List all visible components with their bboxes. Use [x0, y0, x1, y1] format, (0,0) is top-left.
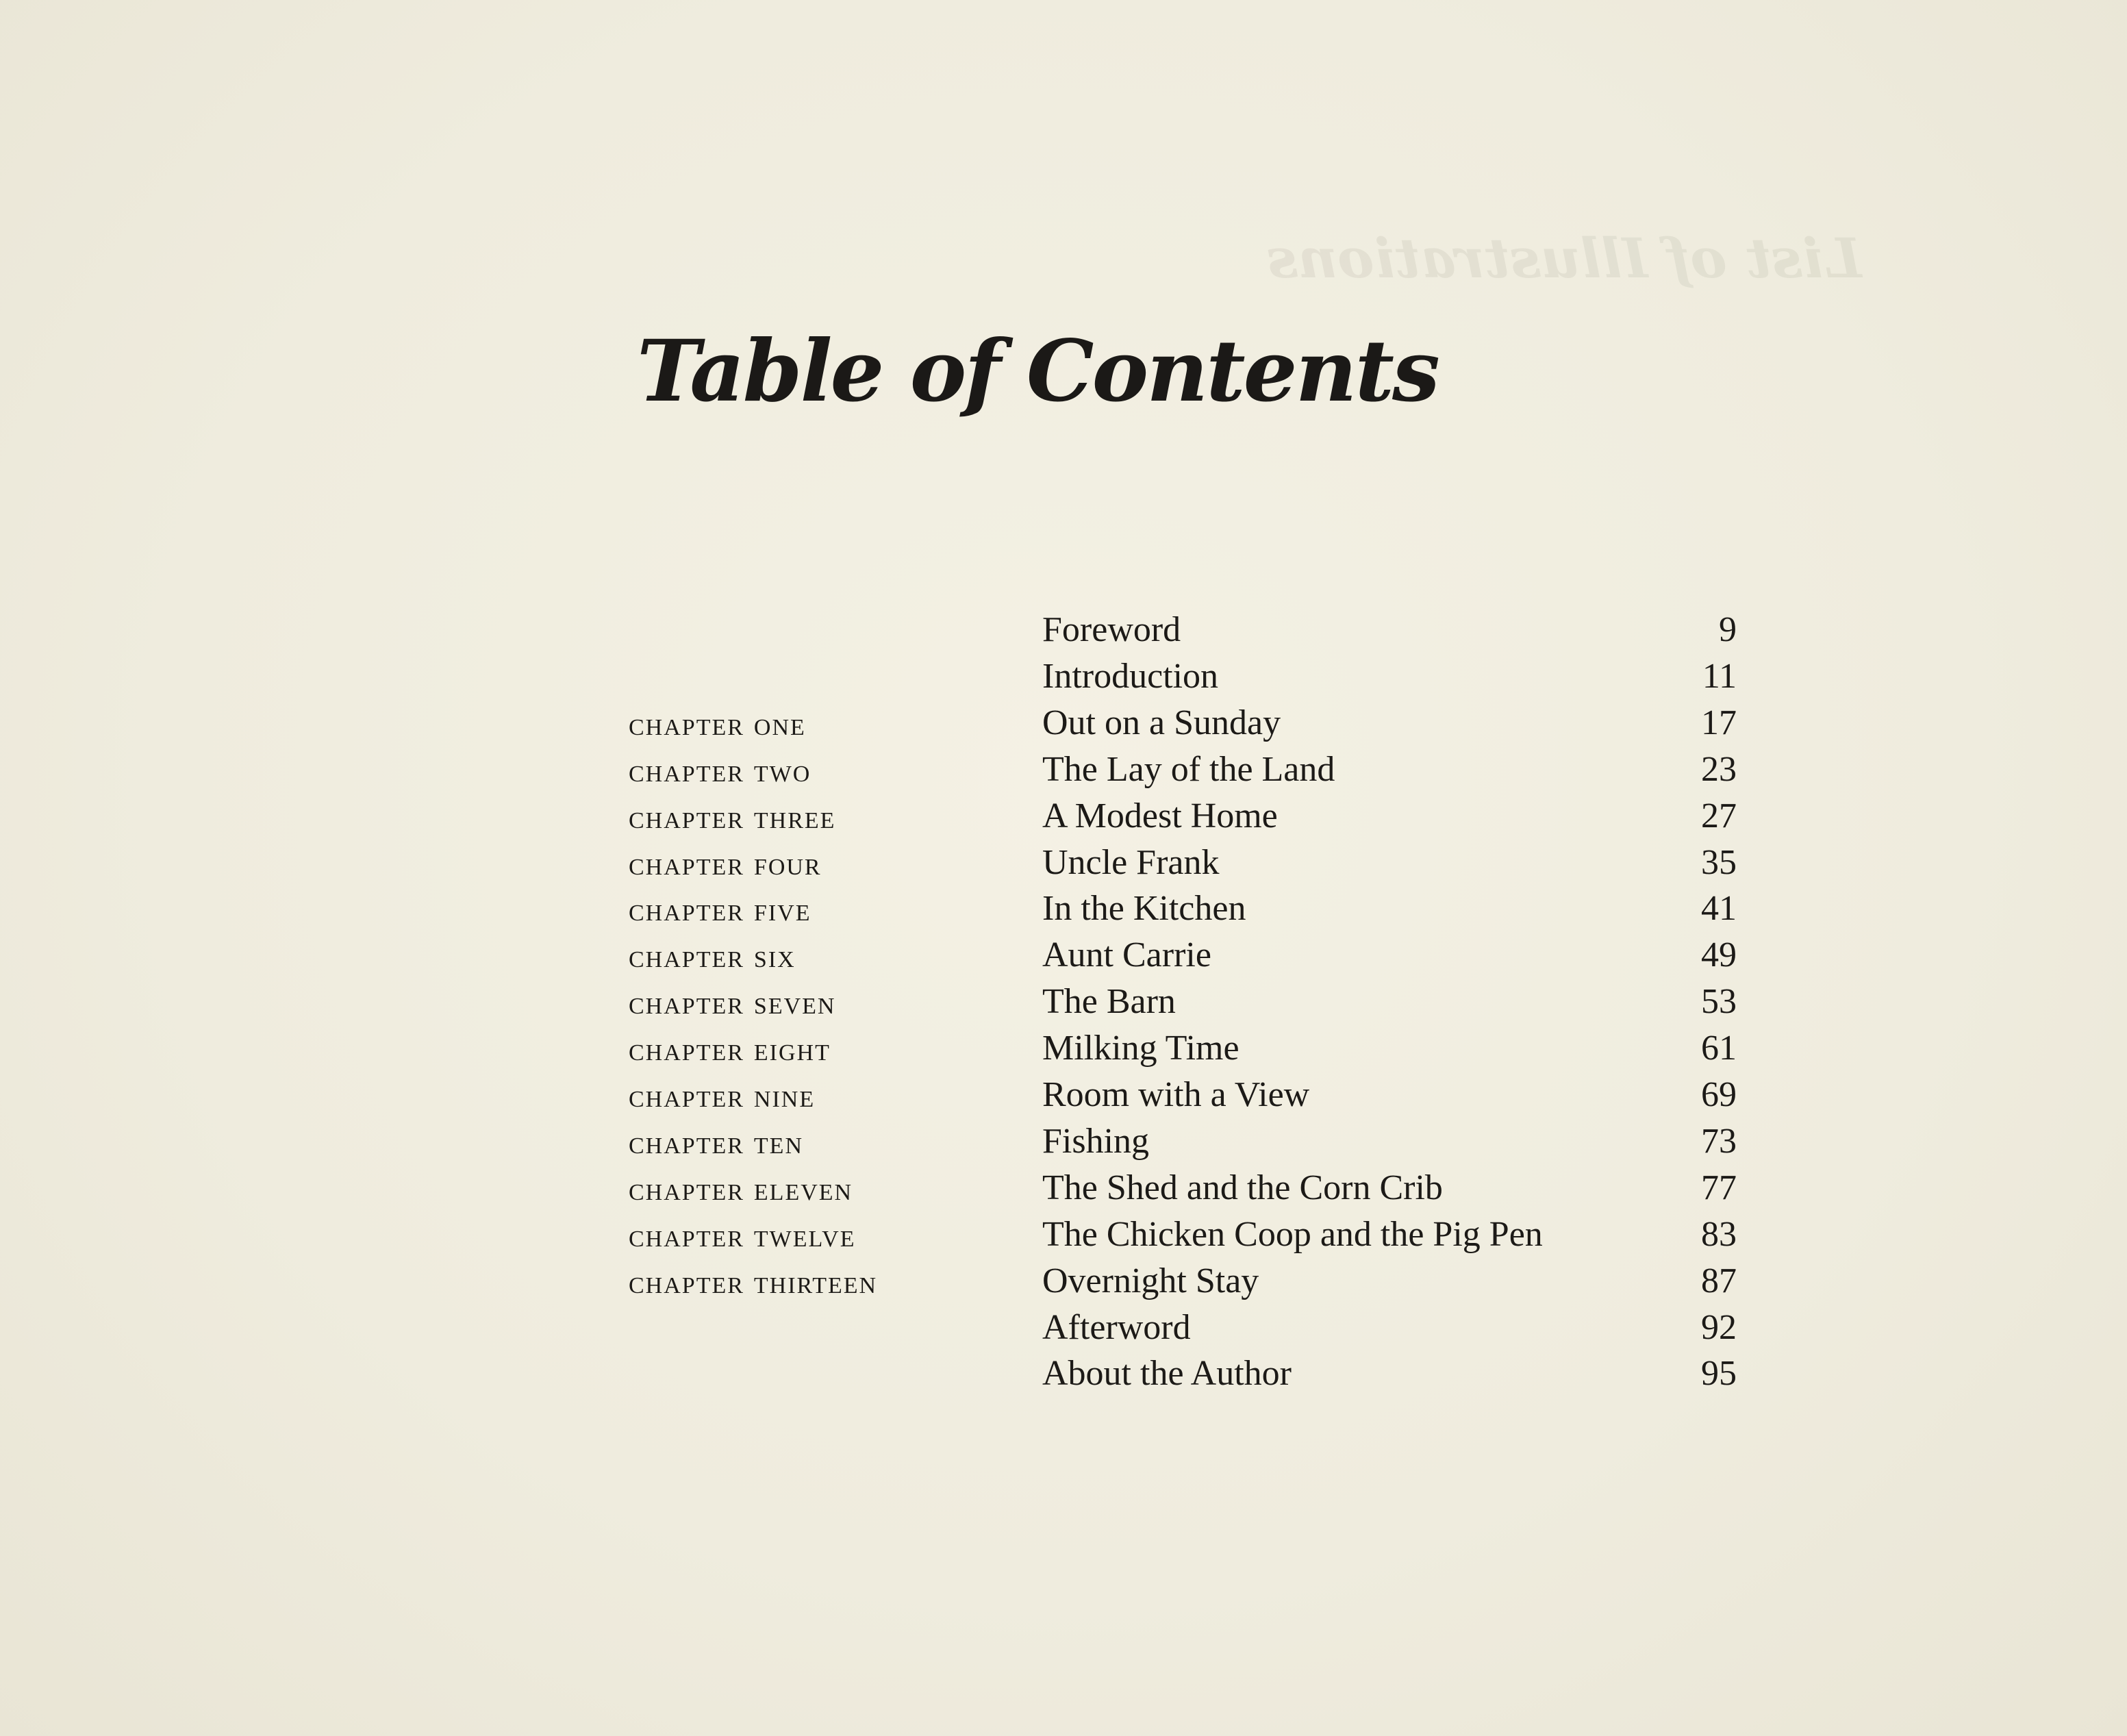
page-number: 69 — [1701, 1075, 1737, 1114]
entry-title: Afterword — [1042, 1308, 1191, 1347]
toc-row — [0, 888, 2127, 935]
page-number: 27 — [1701, 796, 1737, 835]
chapter-label: chapter one — [629, 706, 806, 742]
toc-row — [0, 1028, 2127, 1074]
toc-row — [0, 609, 2127, 656]
entry-title: Uncle Frank — [1042, 843, 1220, 882]
page-number: 11 — [1702, 657, 1737, 696]
toc-row — [0, 981, 2127, 1028]
entry-title: Out on a Sunday — [1042, 703, 1281, 742]
toc-row — [0, 1168, 2127, 1214]
entry-title: The Lay of the Land — [1042, 750, 1335, 789]
toc-row — [0, 935, 2127, 981]
chapter-label: chapter eight — [629, 1031, 831, 1068]
toc-row — [0, 749, 2127, 796]
entry-title: Milking Time — [1042, 1029, 1239, 1068]
toc-row — [0, 703, 2127, 749]
page-number: 87 — [1701, 1261, 1737, 1300]
entry-title: The Barn — [1042, 982, 1176, 1021]
show-through-text: List of Illustrations — [1267, 226, 1862, 290]
entry-title: About the Author — [1042, 1354, 1292, 1393]
page-number: 49 — [1701, 935, 1737, 974]
entry-title: The Chicken Coop and the Pig Pen — [1042, 1215, 1543, 1254]
toc-row — [0, 1261, 2127, 1307]
page-number: 53 — [1701, 982, 1737, 1021]
entry-title: Foreword — [1042, 610, 1181, 649]
entry-title: The Shed and the Corn Crib — [1042, 1168, 1443, 1207]
toc-row — [0, 1214, 2127, 1261]
toc-row — [0, 842, 2127, 889]
toc-row — [0, 656, 2127, 703]
chapter-label: chapter six — [629, 938, 796, 974]
page-number: 23 — [1701, 750, 1737, 789]
chapter-label: chapter four — [629, 846, 822, 882]
entry-title: Aunt Carrie — [1042, 935, 1211, 974]
chapter-label: chapter ten — [629, 1124, 803, 1161]
chapter-label: chapter three — [629, 799, 836, 835]
toc-row — [0, 796, 2127, 842]
entry-title: Room with a View — [1042, 1075, 1310, 1114]
chapter-label: chapter thirteen — [629, 1264, 878, 1300]
chapter-label: chapter seven — [629, 985, 836, 1021]
page-number: 17 — [1701, 703, 1737, 742]
chapter-label: chapter nine — [629, 1078, 816, 1114]
page-number: 95 — [1701, 1354, 1737, 1393]
toc-row — [0, 1074, 2127, 1121]
chapter-label: chapter two — [629, 753, 811, 789]
page-number: 61 — [1701, 1029, 1737, 1068]
page-number: 73 — [1701, 1122, 1737, 1161]
toc-row — [0, 1353, 2127, 1400]
page-number: 35 — [1701, 843, 1737, 882]
page-number: 41 — [1701, 889, 1737, 928]
toc-row — [0, 1121, 2127, 1168]
page-number: 9 — [1719, 610, 1737, 649]
entry-title: A Modest Home — [1042, 796, 1278, 835]
entry-title: Introduction — [1042, 657, 1219, 696]
chapter-label: chapter eleven — [629, 1171, 853, 1207]
toc-row — [0, 1307, 2127, 1354]
chapter-label: chapter five — [629, 892, 811, 928]
page-number: 92 — [1701, 1308, 1737, 1347]
page-number: 77 — [1701, 1168, 1737, 1207]
page-number: 83 — [1701, 1215, 1737, 1254]
entry-title: Overnight Stay — [1042, 1261, 1259, 1300]
chapter-label: chapter twelve — [629, 1218, 856, 1254]
page-title: Table of Contents — [637, 322, 1438, 421]
entry-title: In the Kitchen — [1042, 889, 1246, 928]
entry-title: Fishing — [1042, 1122, 1150, 1161]
